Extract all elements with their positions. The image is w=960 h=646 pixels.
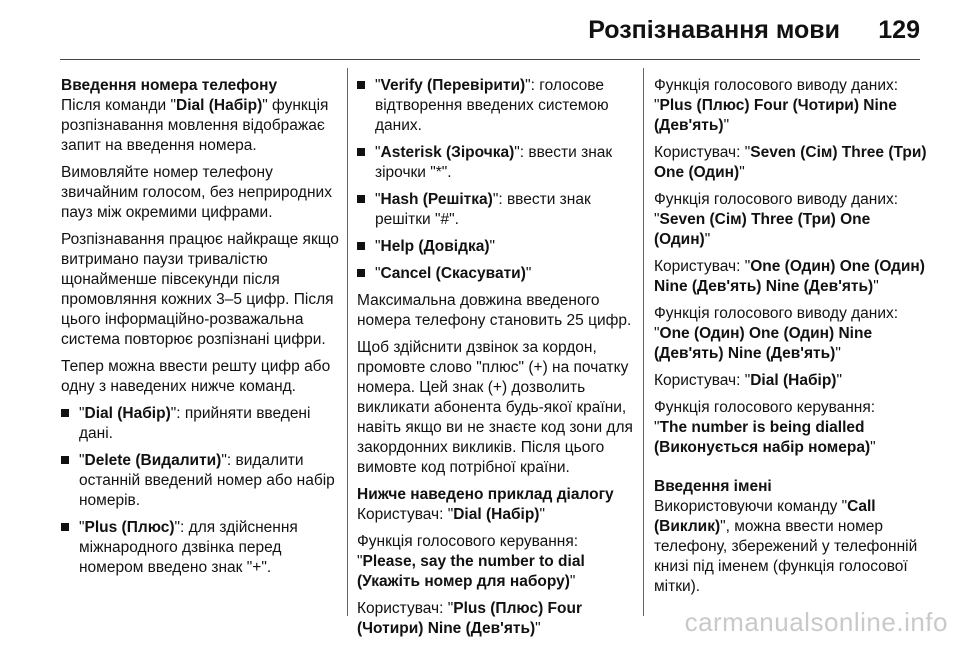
command-text: Asterisk (Зірочка): [380, 144, 515, 161]
watermark: carmanualsonline.info: [684, 607, 948, 637]
dialog-line: Функція голосового виводу даних: "Plus (Плюс) Four (Чотири) Nine (Дев'ять)": [654, 77, 899, 134]
command-text: Please, say the number to dial (Укажіть номер для набору): [357, 553, 585, 590]
column-1: [61, 76, 341, 585]
section-heading-name-entry: Введення імені: [654, 478, 772, 495]
command-text: Plus (Плюс) Four (Чотири) Nine (Дев'ять): [654, 97, 897, 134]
paragraph: Після команди "Dial (Набір)" функція розпізнавання мовлення відображає запит на введення номера.: [61, 97, 329, 154]
dialog-line: Користувач: "Dial (Набір)": [654, 372, 842, 389]
page-title: Розпізнавання мови: [588, 16, 840, 44]
dialog-line: Функція голосового виводу даних: "One (Один) One (Один) Nine (Дев'ять) Nine (Дев'ять)": [654, 305, 899, 362]
command-text: Call (Виклик): [654, 498, 876, 535]
list-item: "Help (Довідка)": [357, 237, 635, 257]
command-text: Dial (Набір): [453, 506, 540, 523]
command-text: Seven (Сім) Three (Три) One (Один): [654, 144, 927, 181]
dialog-line: Користувач: "Plus (Плюс) Four (Чотири) Nine (Дев'ять)": [357, 600, 582, 637]
page-header: [0, 0, 960, 58]
dialog-line: Користувач: "Seven (Сім) Three (Три) One (Один)": [654, 144, 927, 181]
command-list: [61, 404, 341, 578]
command-text: Plus (Плюс) Four (Чотири) Nine (Дев'ять): [357, 600, 582, 637]
command-list: [357, 76, 635, 284]
command-text: Dial (Набір): [750, 372, 837, 389]
paragraph: Вимовляйте номер телефону звичайним голосом, без неприродних пауз між окремими цифрами.: [61, 164, 332, 221]
command-text: Verify (Перевірити): [380, 77, 526, 94]
spacer: [654, 465, 930, 477]
command-text: One (Один) One (Один) Nine (Дев'ять) Nine (Дев'ять): [654, 325, 873, 362]
command-text: Hash (Решітка): [380, 191, 493, 208]
dialog-line: Користувач: "Dial (Набір)": [357, 506, 545, 523]
command-text: Delete (Видалити): [84, 452, 222, 469]
column-divider-2: [643, 68, 644, 616]
section-heading-phone-number: Введення номера телефону: [61, 77, 278, 94]
command-text: Dial (Набір): [176, 97, 263, 114]
column-2: [357, 76, 635, 646]
command-text: Plus (Плюс): [84, 519, 175, 536]
page-number: 129: [878, 16, 920, 44]
paragraph: Максимальна довжина введеного номера телефону становить 25 цифр.: [357, 292, 632, 329]
command-text: The number is being dialled (Виконується набір номера): [654, 419, 871, 456]
section-heading-dialog-example: Нижче наведено приклад діалогу: [357, 486, 614, 503]
list-item: "Hash (Решітка)": ввести знак решітки "#".: [357, 190, 635, 230]
dialog-line: Користувач: "One (Один) One (Один) Nine (Дев'ять) Nine (Дев'ять)": [654, 258, 925, 295]
dialog-line: Функція голосового керування: "Please, say the number to dial (Укажіть номер для набору)": [357, 533, 585, 590]
command-text: One (Один) One (Один) Nine (Дев'ять) Nine (Дев'ять): [654, 258, 925, 295]
paragraph: Тепер можна ввести решту цифр або одну з наведених нижче команд.: [61, 358, 331, 395]
column-divider-1: [347, 68, 348, 616]
list-item: "Verify (Перевірити)": голосове відтворення введених системою даних.: [357, 76, 635, 136]
command-text: Cancel (Скасувати): [380, 265, 526, 282]
command-text: Help (Довідка): [380, 238, 490, 255]
list-item: "Asterisk (Зірочка)": ввести знак зірочки "*".: [357, 143, 635, 183]
header-divider: [60, 59, 920, 60]
column-3: [654, 76, 930, 604]
list-item: "Plus (Плюс)": для здійснення міжнародного дзвінка перед номером введено знак "+".: [61, 518, 341, 578]
dialog-line: Функція голосового виводу даних: "Seven (Сім) Three (Три) One (Один)": [654, 191, 899, 248]
list-item: "Delete (Видалити)": видалити останній введений номер або набір номерів.: [61, 451, 341, 511]
list-item: "Dial (Набір)": прийняти введені дані.: [61, 404, 341, 444]
paragraph: Використовуючи команду "Call (Виклик)", можна ввести номер телефону, збережений у телефонній книзі під іменем (функція голосової мітки).: [654, 498, 918, 595]
paragraph: Розпізнавання працює найкраще якщо витримано паузи тривалістю щонайменше півсекунди після промовляння кожних 3–5 цифр. Після цього інформаційно-розважальна система повторює розпізнані цифри.: [61, 231, 339, 348]
paragraph: Щоб здійснити дзвінок за кордон, промовте слово "плюс" (+) на початку номера. Цей знак (+) дозволить викликати абонента будь-якої країни, навіть якщо ви не знаєте код зони для закордонних викликів. Після цього вимовте код потрібної країни.: [357, 339, 633, 476]
dialog-line: Функція голосового керування: "The number is being dialled (Виконується набір номера)": [654, 399, 876, 456]
command-text: Dial (Набір): [84, 405, 171, 422]
list-item: "Cancel (Скасувати)": [357, 264, 635, 284]
command-text: Seven (Сім) Three (Три) One (Один): [654, 211, 871, 248]
